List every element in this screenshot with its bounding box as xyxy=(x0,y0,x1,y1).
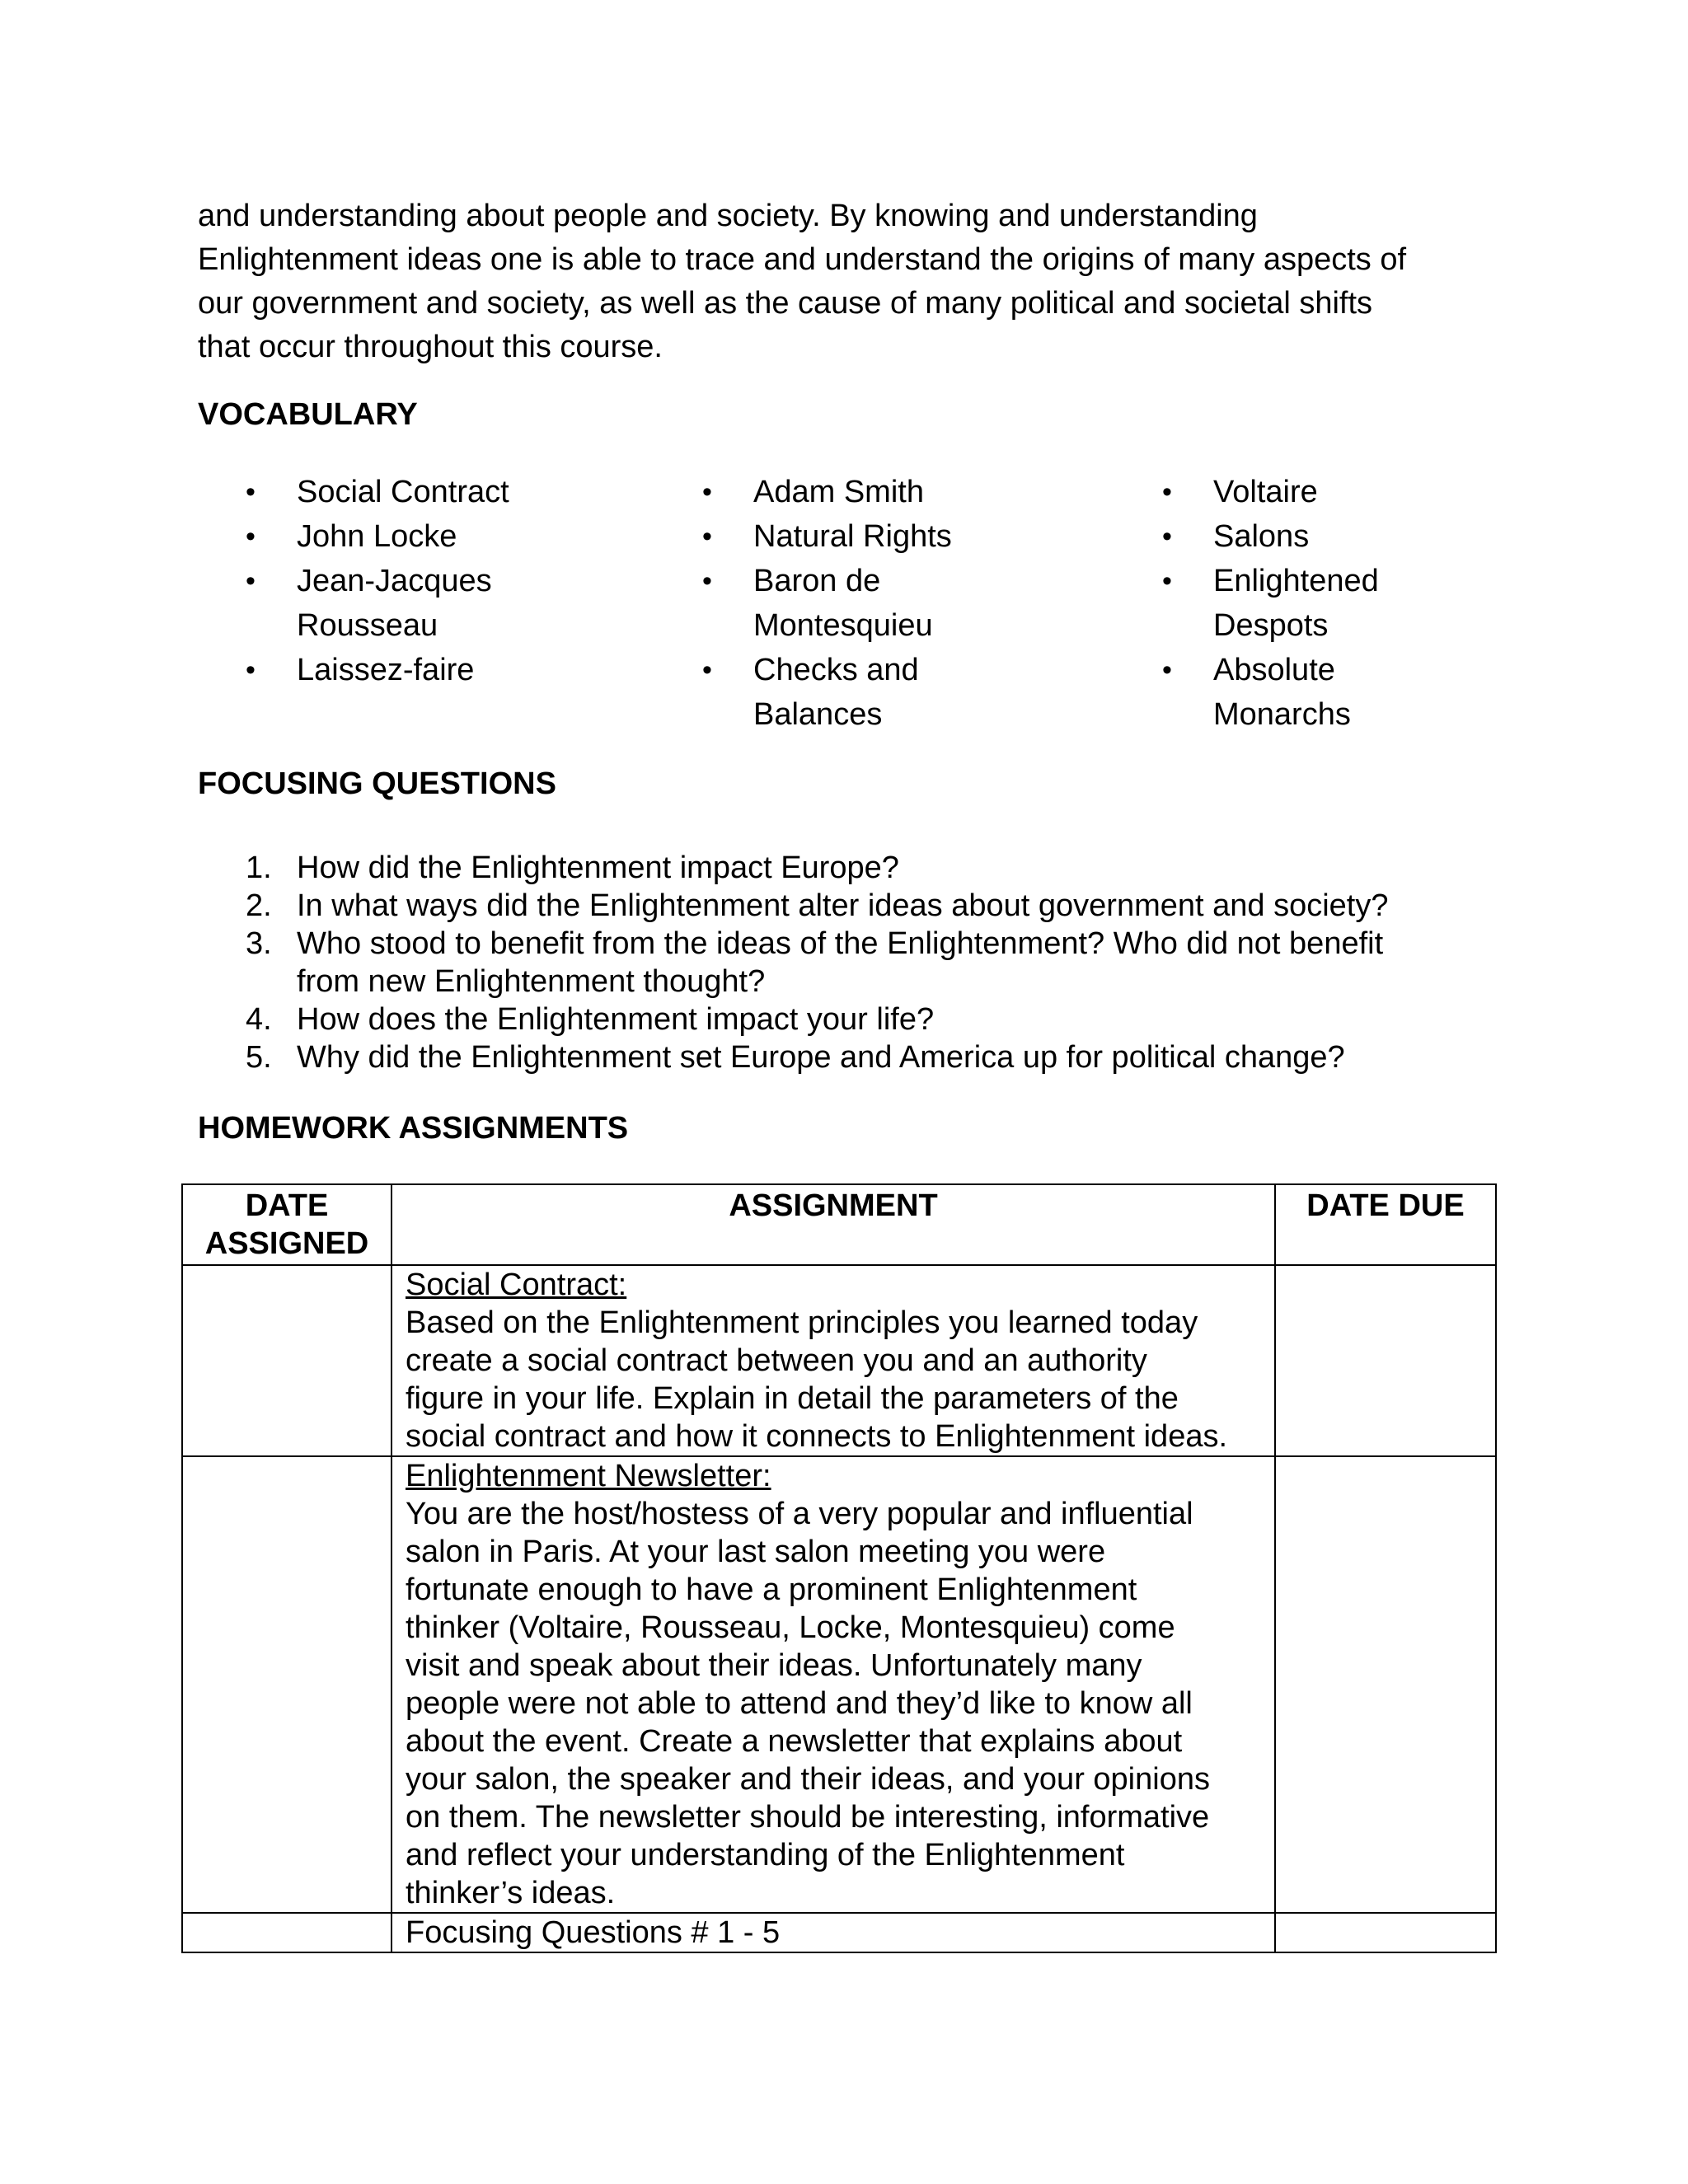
table-row xyxy=(182,1265,1496,1456)
intro-line: Enlightenment ideas one is able to trace and understand the origins of many aspects of xyxy=(198,242,1407,277)
assignment-text: people were not able to attend and they’d like to know all xyxy=(406,1686,1193,1721)
vocabulary-term-continued: Despots xyxy=(1213,608,1329,643)
question-item xyxy=(246,849,1564,887)
assignment-text: and reflect your understanding of the Enlightenment xyxy=(406,1838,1125,1872)
vocabulary-term: Jean-Jacques xyxy=(297,564,492,598)
table-header-row xyxy=(182,1184,1496,1265)
assignment-text: You are the host/hostess of a very popular and influential xyxy=(406,1497,1193,1531)
vocabulary-item xyxy=(246,559,592,648)
vocabulary-term: Adam Smith xyxy=(753,475,924,509)
vocabulary-item xyxy=(246,648,592,692)
vocabulary-term: Enlightened xyxy=(1213,564,1379,598)
header-date-assigned-line: DATE xyxy=(245,1188,329,1223)
intro-line: that occur throughout this course. xyxy=(198,330,663,364)
question-item xyxy=(246,1001,1564,1038)
header-date-assigned-line: ASSIGNED xyxy=(204,1226,369,1261)
question-number: 3. xyxy=(246,926,272,961)
question-item xyxy=(246,925,1564,1001)
question-text: Who stood to benefit from the ideas of the Enlightenment? Who did not benefit xyxy=(297,926,1384,961)
bullet-icon: • xyxy=(246,521,256,552)
assignment-title: Enlightenment Newsletter: xyxy=(406,1459,771,1493)
vocabulary-item xyxy=(1162,470,1508,514)
vocabulary-term-continued: Rousseau xyxy=(297,608,438,643)
vocabulary-term: Salons xyxy=(1213,519,1310,554)
question-text: In what ways did the Enlightenment alter ideas about government and society? xyxy=(297,888,1389,923)
bullet-icon: • xyxy=(702,521,712,552)
assignment-title: Social Contract: xyxy=(406,1268,627,1302)
assignment-cell xyxy=(392,1265,1275,1456)
assignment-text: social contract and how it connects to Enlightenment ideas. xyxy=(406,1419,1228,1454)
bullet-icon: • xyxy=(1162,654,1172,686)
question-text: How did the Enlightenment impact Europe? xyxy=(297,851,899,885)
bullet-icon: • xyxy=(246,654,256,686)
assignment-cell xyxy=(392,1913,1275,1952)
vocabulary-term-continued: Montesquieu xyxy=(753,608,933,643)
assignment-text: thinker (Voltaire, Rousseau, Locke, Montesquieu) come xyxy=(406,1610,1175,1645)
vocabulary-term-continued: Monarchs xyxy=(1213,697,1351,732)
assignment-text: about the event. Create a newsletter that explains about xyxy=(406,1724,1183,1759)
intro-line: and understanding about people and society. By knowing and understanding xyxy=(198,199,1258,233)
homework-table xyxy=(181,1183,1497,1953)
assignment-text: create a social contract between you and an authority xyxy=(406,1343,1147,1378)
assignment-text: on them. The newsletter should be interesting, informative xyxy=(406,1800,1210,1835)
header-date-due: DATE DUE xyxy=(1275,1184,1496,1265)
question-text: How does the Enlightenment impact your life? xyxy=(297,1002,935,1037)
assignment-text: salon in Paris. At your last salon meeting you were xyxy=(406,1535,1106,1569)
question-text: Why did the Enlightenment set Europe and America up for political change? xyxy=(297,1040,1345,1075)
vocabulary-column-1 xyxy=(246,470,592,692)
vocabulary-term: Checks and xyxy=(753,653,919,687)
vocabulary-item xyxy=(246,470,592,514)
vocabulary-term: Absolute xyxy=(1213,653,1335,687)
vocabulary-column-2 xyxy=(702,470,1048,737)
table-row xyxy=(182,1456,1496,1913)
assignment-text: fortunate enough to have a prominent Enlightenment xyxy=(406,1572,1137,1607)
bullet-icon: • xyxy=(1162,565,1172,597)
vocabulary-column-3 xyxy=(1162,470,1508,737)
question-number: 2. xyxy=(246,888,272,923)
question-number: 4. xyxy=(246,1002,272,1037)
date-assigned-cell xyxy=(182,1456,392,1913)
vocabulary-term: John Locke xyxy=(297,519,457,554)
bullet-icon: • xyxy=(246,565,256,597)
question-number: 1. xyxy=(246,851,272,885)
vocabulary-term-continued: Balances xyxy=(753,697,883,732)
vocabulary-term: Voltaire xyxy=(1213,475,1318,509)
vocabulary-item xyxy=(702,470,1048,514)
vocabulary-item xyxy=(1162,648,1508,737)
vocabulary-term: Laissez-faire xyxy=(297,653,475,687)
vocabulary-item xyxy=(702,514,1048,559)
table-row xyxy=(182,1913,1496,1952)
focusing-questions-list xyxy=(246,849,1564,1076)
vocabulary-heading: VOCABULARY xyxy=(198,397,418,432)
intro-paragraph xyxy=(198,194,1517,369)
focusing-questions-heading: FOCUSING QUESTIONS xyxy=(198,766,556,801)
vocabulary-term: Baron de xyxy=(753,564,881,598)
question-text-continued: from new Enlightenment thought? xyxy=(297,964,766,999)
bullet-icon: • xyxy=(702,654,712,686)
vocabulary-item xyxy=(1162,559,1508,648)
assignment-text: figure in your life. Explain in detail the parameters of the xyxy=(406,1381,1179,1416)
header-assignment: ASSIGNMENT xyxy=(392,1184,1275,1265)
date-due-cell xyxy=(1275,1456,1496,1913)
assignment-cell xyxy=(392,1456,1275,1913)
bullet-icon: • xyxy=(1162,521,1172,552)
assignment-text: thinker’s ideas. xyxy=(406,1876,616,1910)
date-assigned-cell xyxy=(182,1265,392,1456)
vocabulary-term: Social Contract xyxy=(297,475,509,509)
assignment-text: visit and speak about their ideas. Unfortunately many xyxy=(406,1648,1142,1683)
question-item xyxy=(246,887,1564,925)
date-due-cell xyxy=(1275,1265,1496,1456)
question-item xyxy=(246,1038,1564,1076)
homework-heading: HOMEWORK ASSIGNMENTS xyxy=(198,1111,629,1146)
bullet-icon: • xyxy=(702,476,712,508)
assignment-text: your salon, the speaker and their ideas, and your opinions xyxy=(406,1762,1210,1797)
bullet-icon: • xyxy=(246,476,256,508)
intro-line: our government and society, as well as the cause of many political and societal shifts xyxy=(198,286,1373,321)
vocabulary-item xyxy=(246,514,592,559)
vocabulary-item xyxy=(702,559,1048,648)
bullet-icon: • xyxy=(1162,476,1172,508)
vocabulary-item xyxy=(702,648,1048,737)
assignment-text: Focusing Questions # 1 - 5 xyxy=(406,1915,781,1950)
question-number: 5. xyxy=(246,1040,272,1075)
date-due-cell xyxy=(1275,1913,1496,1952)
assignment-text: Based on the Enlightenment principles you learned today xyxy=(406,1305,1198,1340)
vocabulary-item xyxy=(1162,514,1508,559)
header-date-assigned xyxy=(182,1184,392,1265)
vocabulary-term: Natural Rights xyxy=(753,519,952,554)
bullet-icon: • xyxy=(702,565,712,597)
date-assigned-cell xyxy=(182,1913,392,1952)
